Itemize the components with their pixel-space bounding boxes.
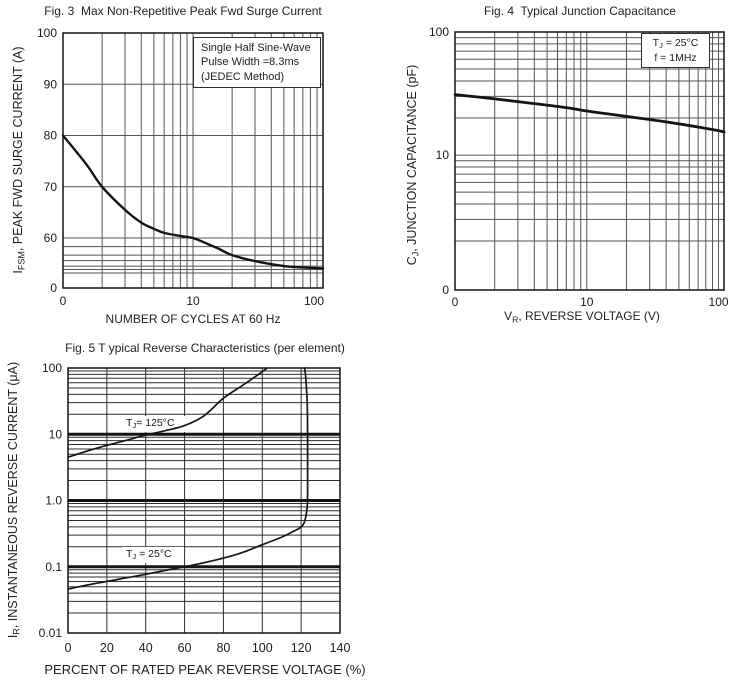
fig4-y-tick-label: 10	[435, 148, 449, 163]
fig3-ylabel-sub: FSM	[16, 251, 27, 271]
fig3-ylabel-post: , PEAK FWD SURGE CURRENT (A)	[11, 46, 25, 252]
fig4-xlabel-pre: V	[504, 309, 513, 323]
fig4-note-sub: J	[659, 41, 663, 51]
TJ-125C-curve	[68, 368, 267, 457]
fig3-ylabel-pre: I	[11, 270, 25, 274]
fig5-x-axis-label: PERCENT OF RATED PEAK REVERSE VOLTAGE (%)	[44, 662, 366, 677]
fig5-t25-sub: J	[132, 552, 137, 562]
fig5-x-tick-label: 60	[177, 641, 192, 655]
fig5-t125-pre: T	[126, 417, 133, 429]
fig4-ylabel-sub: J	[410, 251, 421, 257]
fig4-y-tick-label: 100	[428, 25, 449, 39]
fig5-x-tick-label: 80	[216, 641, 231, 655]
Cj-curve	[455, 95, 724, 132]
fig4-title: Fig. 4 Typical Junction Capacitance	[484, 4, 676, 18]
fig4-xlabel-sub: R	[512, 314, 519, 325]
fig3-x-tick-label: 0	[59, 294, 67, 308]
fig3-y-tick-label: 0	[50, 281, 57, 295]
fig4-y-tick-label: 0	[442, 283, 449, 297]
fig4-x-tick-label: 0	[451, 295, 459, 309]
fig3-x-tick-label: 100	[303, 294, 325, 308]
fig4-xlabel-post: , REVERSE VOLTAGE (V)	[518, 309, 660, 323]
fig3-note-box	[193, 37, 321, 88]
fig5-ylabel-post: , INSTANTANEOUS REVERSE CURRENT (μA)	[6, 361, 20, 629]
fig5-group	[39, 361, 351, 655]
fig5-x-tick-label: 0	[64, 641, 72, 655]
fig5-tj125-label	[126, 417, 175, 430]
fig5-t125-post: = 125°C	[136, 417, 175, 429]
fig3-note-line1: Single Half Sine-Wave	[201, 42, 311, 54]
fig5-y-tick-label: 10	[48, 427, 62, 442]
fig3-y-tick-label: 60	[43, 231, 57, 246]
fig4-y-axis-label	[404, 15, 420, 315]
fig3-note-line3: (JEDEC Method)	[201, 70, 285, 83]
fig5-t25-post: = 25°C	[136, 548, 172, 560]
fig4-ylabel-post: , JUNCTION CAPACITANCE (pF)	[405, 64, 419, 252]
fig5-y-tick-label: 0.1	[45, 559, 62, 574]
fig3-y-axis-label	[10, 10, 26, 310]
fig4-note-line2: f = 1MHz	[654, 52, 697, 65]
fig5-t125-sub: J	[132, 421, 137, 431]
fig4-x-tick-label: 10	[580, 295, 594, 309]
fig4-note-line1	[648, 36, 703, 51]
fig5-title: Fig. 5 T ypical Reverse Characteristics (per element)	[65, 341, 345, 355]
fig5-y-tick-label: 0.01	[38, 626, 62, 640]
fig3-y-tick-label: 90	[43, 77, 57, 92]
fig5-x-tick-label: 100	[251, 641, 273, 655]
fig5-x-tick-label: 20	[99, 641, 114, 655]
fig3-title: Fig. 3 Max Non-Repetitive Peak Fwd Surge Current	[44, 4, 322, 18]
fig4-ylabel-pre: C	[405, 256, 419, 266]
fig5-y-tick-label: 100	[41, 361, 62, 375]
fig4-x-tick-label: 100	[708, 295, 729, 309]
fig5-ylabel-pre: I	[6, 634, 20, 639]
fig4-note-post: = 25°C	[662, 37, 699, 49]
fig3-y-tick-label: 80	[43, 128, 57, 143]
fig5-y-axis-label	[5, 340, 21, 660]
fig3-y-tick-label: 70	[43, 179, 57, 194]
fig5-ylabel-sub: R	[11, 628, 22, 635]
fig5-x-tick-label: 120	[290, 641, 312, 655]
fig4-x-axis-label	[450, 309, 714, 324]
fig5-tj25-label	[126, 548, 172, 561]
fig3-note-line2: Pulse Width =8.3ms	[201, 56, 300, 69]
fig3-x-axis-label: NUMBER OF CYCLES AT 60 Hz	[105, 312, 281, 326]
fig4-note-pre: T	[652, 37, 660, 49]
TJ-25C-curve	[68, 368, 308, 589]
fig5-x-tick-label: 40	[138, 641, 153, 655]
fig3-y-tick-label: 100	[36, 26, 57, 40]
fig5-t25-pre: T	[126, 548, 133, 560]
fig5-x-tick-label: 140	[329, 641, 351, 655]
fig3-x-tick-label: 10	[186, 294, 200, 308]
fig4-note-box	[641, 33, 710, 68]
fig5-y-tick-label: 1.0	[45, 493, 62, 508]
